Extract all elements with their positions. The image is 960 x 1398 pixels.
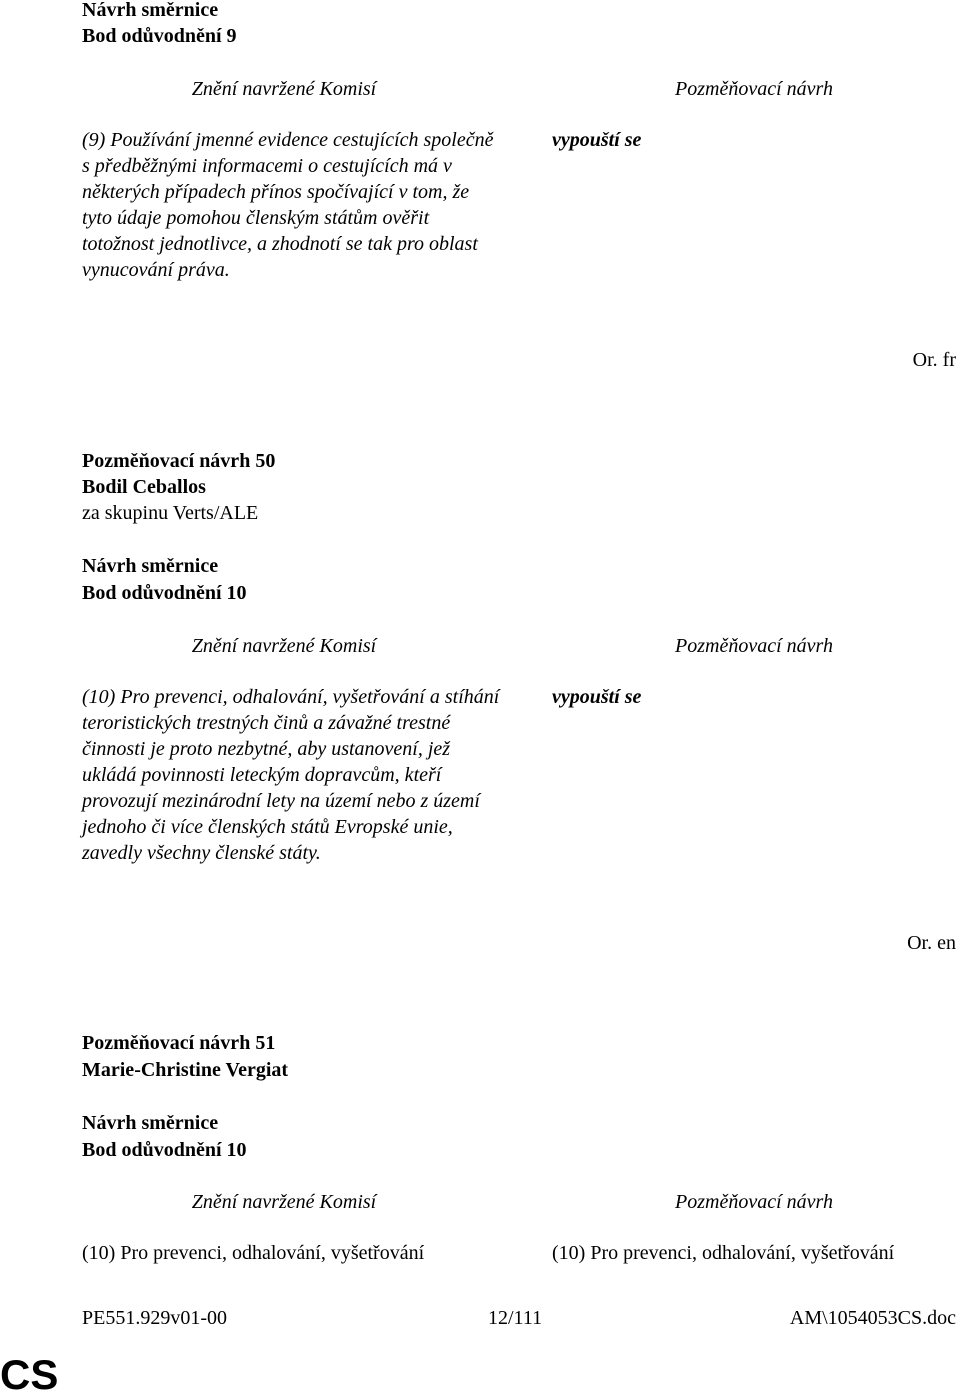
amendment-group: za skupinu Verts/ALE <box>82 502 259 524</box>
footer-page-number: 12/111 <box>488 1307 543 1329</box>
amendment-heading <box>82 1030 275 1056</box>
amendment-heading <box>82 448 275 474</box>
amendment-text: vypouští se <box>552 129 642 151</box>
amendment-label: Pozměňovací návrh <box>82 1032 251 1054</box>
commission-text: (10) Pro prevenci, odhalování, vyšetřování <box>82 1242 425 1264</box>
item-title: Návrh směrnice <box>82 0 219 21</box>
original-language: Or. fr <box>912 349 956 371</box>
amendment-author: Marie-Christine Vergiat <box>82 1059 289 1081</box>
language-code: CS <box>0 1351 59 1398</box>
point-title: Bod odůvodnění 9 <box>82 25 237 47</box>
footer-reference: PE551.929v01-00 <box>82 1307 227 1329</box>
point-title: Bod odůvodnění 10 <box>82 582 247 604</box>
column-header-amendment: Pozměňovací návrh <box>675 1191 833 1213</box>
amendment-number: 51 <box>255 1032 276 1054</box>
original-language: Or. en <box>907 932 956 954</box>
point-title: Bod odůvodnění 10 <box>82 1139 247 1161</box>
commission-text: (9) Používání jmenné evidence cestujících společně s předběžnými informacemi o cestujících má v některých případech přínos spočívající v tom, že tyto údaje pomohou členským státům ověřit totožnost jednotlivce, a zhodnotí se tak pro oblast vynucování práva. <box>82 129 494 281</box>
column-header-commission: Znění navržené Komisí <box>191 1191 377 1213</box>
amendment-text: vypouští se <box>552 686 642 708</box>
amendment-label: Pozměňovací návrh <box>82 450 251 472</box>
item-title: Návrh směrnice <box>82 1112 219 1134</box>
column-header-amendment: Pozměňovací návrh <box>675 78 833 100</box>
column-header-commission: Znění navržené Komisí <box>191 635 377 657</box>
column-header-amendment: Pozměňovací návrh <box>675 635 833 657</box>
amendment-author: Bodil Ceballos <box>82 476 206 498</box>
commission-text: (10) Pro prevenci, odhalování, vyšetřování a stíhání teroristických trestných činů a závažné trestné činnosti je proto nezbytné, aby ustanovení, jež ukládá povinnosti leteckým dopravcům, kteří provozují mezinárodní lety na území nebo z území jednoho či více členských států Evropské unie, zavedly všechny členské státy. <box>82 686 500 864</box>
column-header-commission: Znění navržené Komisí <box>191 78 377 100</box>
footer-document-name: AM\1054053CS.doc <box>789 1307 956 1329</box>
amendment-text: (10) Pro prevenci, odhalování, vyšetřování <box>552 1242 895 1264</box>
item-title: Návrh směrnice <box>82 555 219 577</box>
amendment-number: 50 <box>255 450 276 472</box>
